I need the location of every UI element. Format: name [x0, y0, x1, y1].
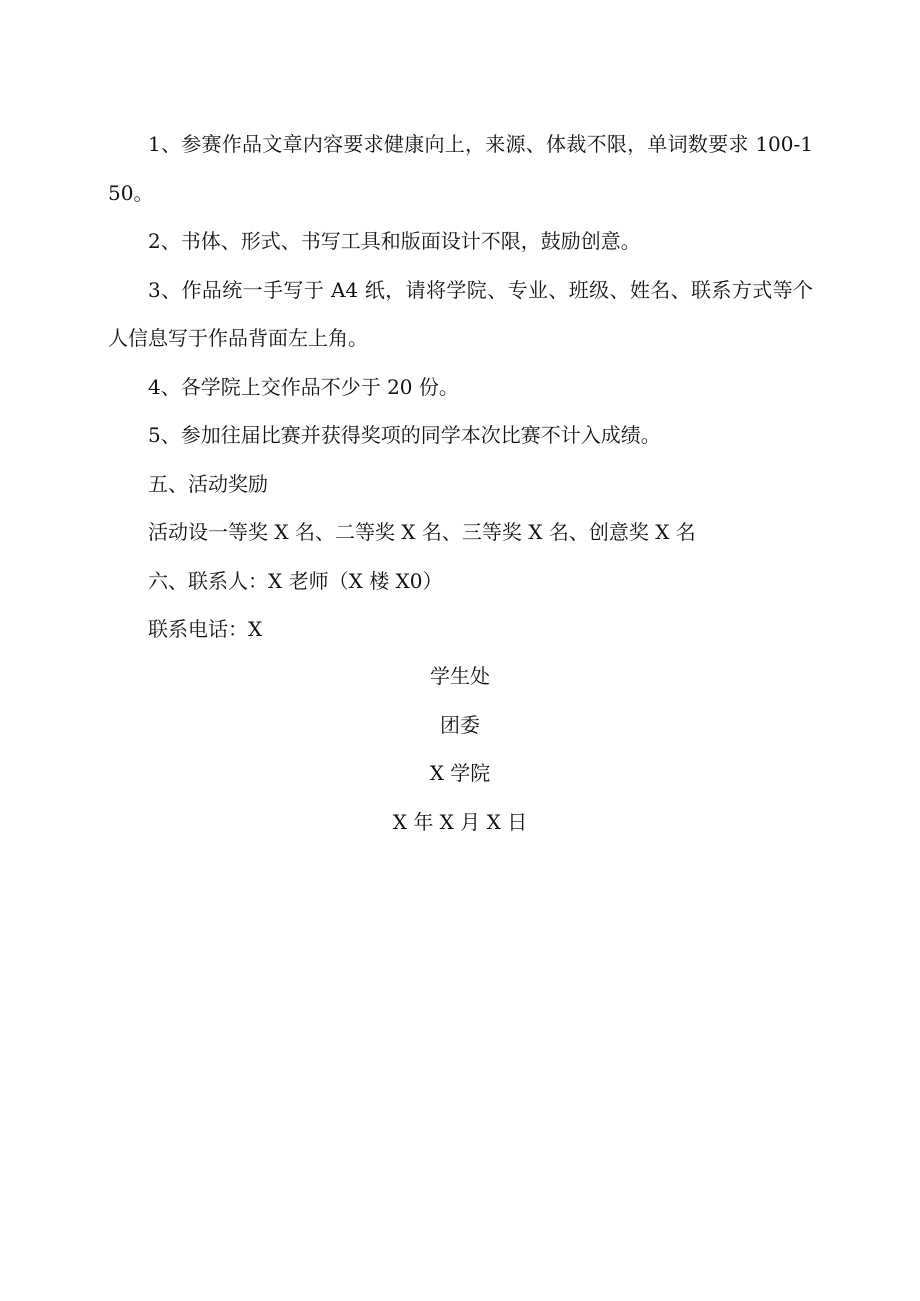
signature-block — [0, 652, 920, 846]
rule-2-paragraph: 2、书体、形式、书写工具和版面设计不限，鼓励创意。 — [148, 229, 641, 253]
section-heading-awards: 五、活动奖励 — [148, 471, 268, 496]
signature-office: 学生处 — [430, 664, 490, 688]
rule-4-paragraph: 4、各学院上交作品不少于 20 份。 — [148, 374, 459, 399]
contact-phone-line: 联系电话：X — [148, 617, 263, 641]
section-heading-contact: 六、联系人：X 老师（X 楼 X0） — [148, 568, 443, 593]
rule-5-paragraph: 5、参加往届比赛并获得奖项的同学本次比赛不计入成绩。 — [148, 423, 661, 447]
rule-1-paragraph: 1、参赛作品文章内容要求健康向上，来源、体裁不限，单词数要求 100-150。 — [108, 132, 813, 205]
rule-3-paragraph: 3、作品统一手写于 A4 纸，请将学院、专业、班级、姓名、联系方式等个人信息写于作品背面左上角。 — [108, 277, 813, 350]
signature-league: 团委 — [440, 712, 480, 737]
signature-date: X 年 X 月 X 日 — [392, 809, 528, 834]
document-body — [108, 120, 813, 654]
awards-paragraph: 活动设一等奖 X 名、二等奖 X 名、三等奖 X 名、创意奖 X 名 — [148, 520, 696, 544]
signature-college: X 学院 — [429, 761, 491, 785]
